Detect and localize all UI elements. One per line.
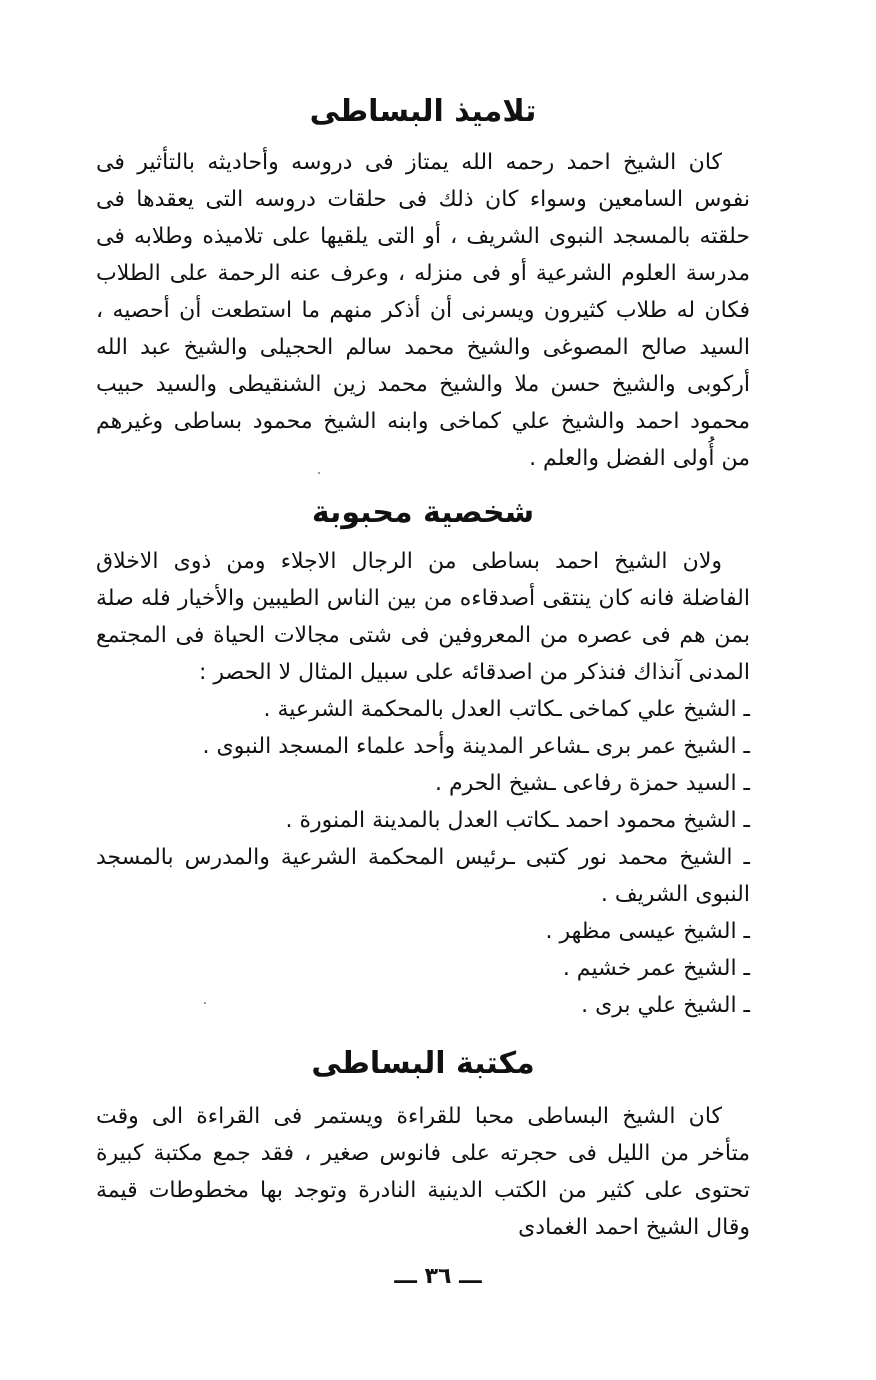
document-page [96,90,750,1246]
list-item: ـ الشيخ محمد نور كتبى ـرئيس المحكمة الشرعية والمدرس بالمسجد النبوى الشريف . [96,845,750,907]
section-title-library: مكتبة البساطى [311,1046,535,1081]
list-item: ـ الشيخ عيسى مظهر . [545,919,750,944]
page-number: ـــ ٣٦ ـــ [394,1264,482,1289]
friends-list [96,691,750,1024]
paragraph-library: كان الشيخ البساطى محبا للقراءة ويستمر فى القراءة الى وقت متأخر من الليل فى حجرته على فانوس صغير ، فقد جمع مكتبة كبيرة تحتوى على كثير من الكتب الدينية النادرة وتوجد بها مخطوطات قيمة وقال الشيخ احمد الغمادى [96,1104,750,1240]
list-item: ـ الشيخ عمر برى ـشاعر المدينة وأحد علماء المسجد النبوى . [202,734,750,759]
list-item: ـ الشيخ علي كماخى ـكاتب العدل بالمحكمة الشرعية . [263,697,750,722]
list-item: ـ السيد حمزة رفاعى ـشيخ الحرم . [434,771,750,796]
paragraph-friends-intro: ولان الشيخ احمد بساطى من الرجال الاجلاء ومن ذوى الاخلاق الفاضلة فانه كان ينتقى أصدقاءه من بين الناس الطيبين والأخيار فله صلة بمن هم فى عصره من المعروفين فى شتى مجالات الحياة فى المجتمع المدنى آنذاك فنذكر من اصدقائه على سبيل المثال لا الحصر : [96,549,750,685]
list-item: ـ الشيخ علي برى . [581,993,750,1018]
scan-speck [318,472,320,474]
scan-speck [204,1002,206,1004]
section-title-beloved-personality: شخصية محبوبة [311,495,535,530]
list-item: ـ الشيخ محمود احمد ـكاتب العدل بالمدينة المنورة . [285,808,750,833]
paragraph-students: كان الشيخ احمد رحمه الله يمتاز فى دروسه وأحاديثه بالتأثير فى نفوس السامعين وسواء كان ذلك فى حلقات دروسه التى يعقدها فى حلقته بالمسجد النبوى الشريف ، أو التى يلقيها على تلاميذه وطلابه فى مدرسة العلوم الشرعية أو فى منزله ، وعرف عنه الرحمة على الطلاب فكان له طلاب كثيرون ويسرنى أن أذكر منهم ما استطعت أن أحصيه ، السيد صالح المصوغى والشيخ محمد سالم الحجيلى والشيخ عبد الله أركوبى والشيخ حسن ملا والشيخ محمد زين الشنقيطى والسيد حبيب محمود احمد والشيخ علي كماخى وابنه الشيخ محمود بساطى وغيرهم من أُولى الفضل والعلم . [96,150,750,471]
section-title-students: تلاميذ البساطى [309,94,537,129]
list-item: ـ الشيخ عمر خشيم . [562,956,750,981]
